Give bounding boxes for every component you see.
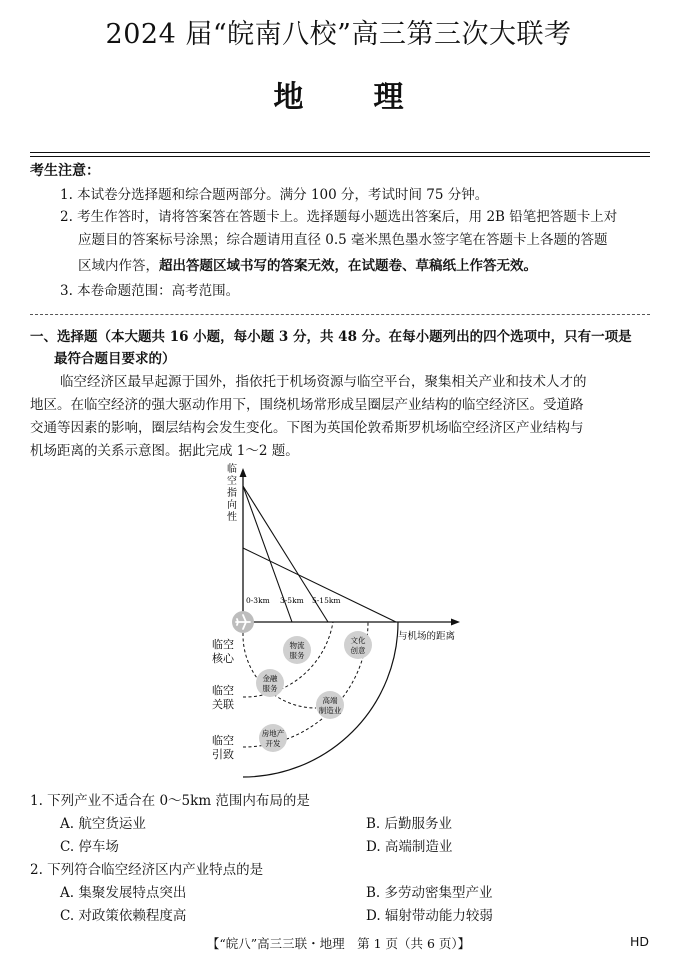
svg-text:金融: 金融	[262, 674, 278, 683]
notice-item-2-line2: 应题目的答案标号涂黑；综合题请用直径 0.5 毫米黑色墨水签字笔在答题卡上各题的答题	[78, 232, 608, 248]
question-2-option-c: C. 对政策依赖程度高	[60, 908, 187, 924]
svg-text:开发: 开发	[265, 739, 281, 748]
question-2-option-a: A. 集聚发展特点突出	[60, 885, 187, 901]
subject-title: 地理	[273, 80, 474, 115]
notice-item-1: 1. 本试卷分选择题和综合题两部分。满分 100 分，考试时间 75 分钟。	[60, 187, 489, 203]
svg-text:服务: 服务	[289, 651, 305, 660]
header-divider	[30, 152, 650, 153]
question-2-stem: 2. 下列符合临空经济区内产业特点的是	[30, 862, 264, 878]
y-axis-label-3: 指	[227, 488, 237, 499]
section-divider	[30, 314, 650, 315]
question-1-option-b: B. 后勤服务业	[366, 816, 453, 832]
airplane-icon	[232, 611, 254, 633]
x-axis-label: 与机场的距离	[398, 631, 456, 642]
svg-text:物流: 物流	[289, 641, 305, 650]
question-1-option-d: D. 高端制造业	[366, 839, 453, 855]
range-label-0-3km: 0-3km	[246, 596, 270, 605]
notice-item-3: 3. 本卷命题范围：高考范围。	[60, 283, 240, 299]
zone-label-core-1: 临空	[212, 638, 234, 651]
svg-text:制造业: 制造业	[318, 706, 342, 715]
notice-heading: 考生注意：	[30, 163, 100, 179]
passage-line-3: 交通等因素的影响，圈层结构会发生变化。下图为英国伦敦希斯罗机场临空经济区产业结构与	[30, 420, 584, 436]
question-1-option-c: C. 停车场	[60, 839, 119, 855]
svg-text:创意: 创意	[350, 646, 366, 655]
section-heading: 一、选择题（本大题共 16 小题，每小题 3 分，共 48 分。在每小题列出的四个选项中，只有一项是	[30, 329, 632, 345]
notice-item-2-line3	[78, 255, 537, 277]
svg-text:文化: 文化	[350, 636, 366, 645]
zone-label-related-1: 临空	[212, 684, 234, 697]
y-axis-label-4: 向	[227, 500, 237, 511]
notice-item-2-bold: 超出答题区域书写的答案无效，在试题卷、草稿纸上作答无效。	[159, 258, 537, 274]
question-1-option-a: A. 航空货运业	[60, 816, 146, 832]
industry-real-estate	[259, 724, 287, 752]
svg-text:高端: 高端	[322, 696, 338, 705]
exam-title: 2024 届“皖南八校”高三第三次大联考	[105, 19, 572, 50]
industry-logistics	[283, 636, 311, 664]
y-axis-arrow	[240, 468, 247, 477]
passage-line-1: 临空经济区最早起源于国外，指依托于机场资源与临空平台，聚集相关产业和技术人才的	[60, 374, 587, 390]
zone-label-induced-1: 临空	[212, 734, 234, 747]
y-axis-label-5: 性	[227, 512, 237, 523]
y-axis-label-2: 空	[227, 476, 237, 487]
zone-label-induced-2: 引致	[212, 748, 234, 761]
svg-text:服务: 服务	[262, 684, 278, 693]
range-label-5-15km: 5-15km	[312, 596, 341, 605]
industry-finance	[256, 669, 284, 697]
airport-economy-figure	[200, 462, 480, 782]
question-2-option-b: B. 多劳动密集型产业	[366, 885, 493, 901]
section-heading-line2: 最符合题目要求的）	[54, 351, 176, 367]
header-divider-thin	[30, 156, 650, 157]
footer-code: HD	[630, 934, 650, 949]
question-2-option-d: D. 辐射带动能力较弱	[366, 908, 493, 924]
x-axis-arrow	[451, 619, 460, 626]
notice-item-2: 2. 考生作答时，请将答案答在答题卡上。选择题每小题选出答案后，用 2B 铅笔把答题卡上对	[60, 209, 618, 225]
notice-item-2-normal: 区域内作答，	[78, 258, 159, 274]
industry-manufacturing	[316, 691, 344, 719]
zone-label-core-2: 核心	[212, 652, 234, 665]
question-1-stem: 1. 下列产业不适合在 0～5km 范围内布局的是	[30, 793, 310, 809]
page-footer: 【“皖八”高三三联・地理 第 1 页（共 6 页）】	[206, 936, 471, 951]
passage-line-2: 地区。在临空经济的强大驱动作用下，围绕机场常形成呈圈层产业结构的临空经济区。受道路	[30, 397, 584, 413]
svg-text:房地产: 房地产	[261, 729, 285, 738]
line-induced	[243, 548, 396, 622]
industry-culture	[344, 631, 372, 659]
passage-line-4: 机场距离的关系示意图。据此完成 1～2 题。	[30, 443, 299, 459]
range-label-3-5km: 3-5km	[280, 596, 304, 605]
y-axis-label-1: 临	[227, 464, 237, 475]
zone-label-related-2: 关联	[212, 698, 234, 711]
